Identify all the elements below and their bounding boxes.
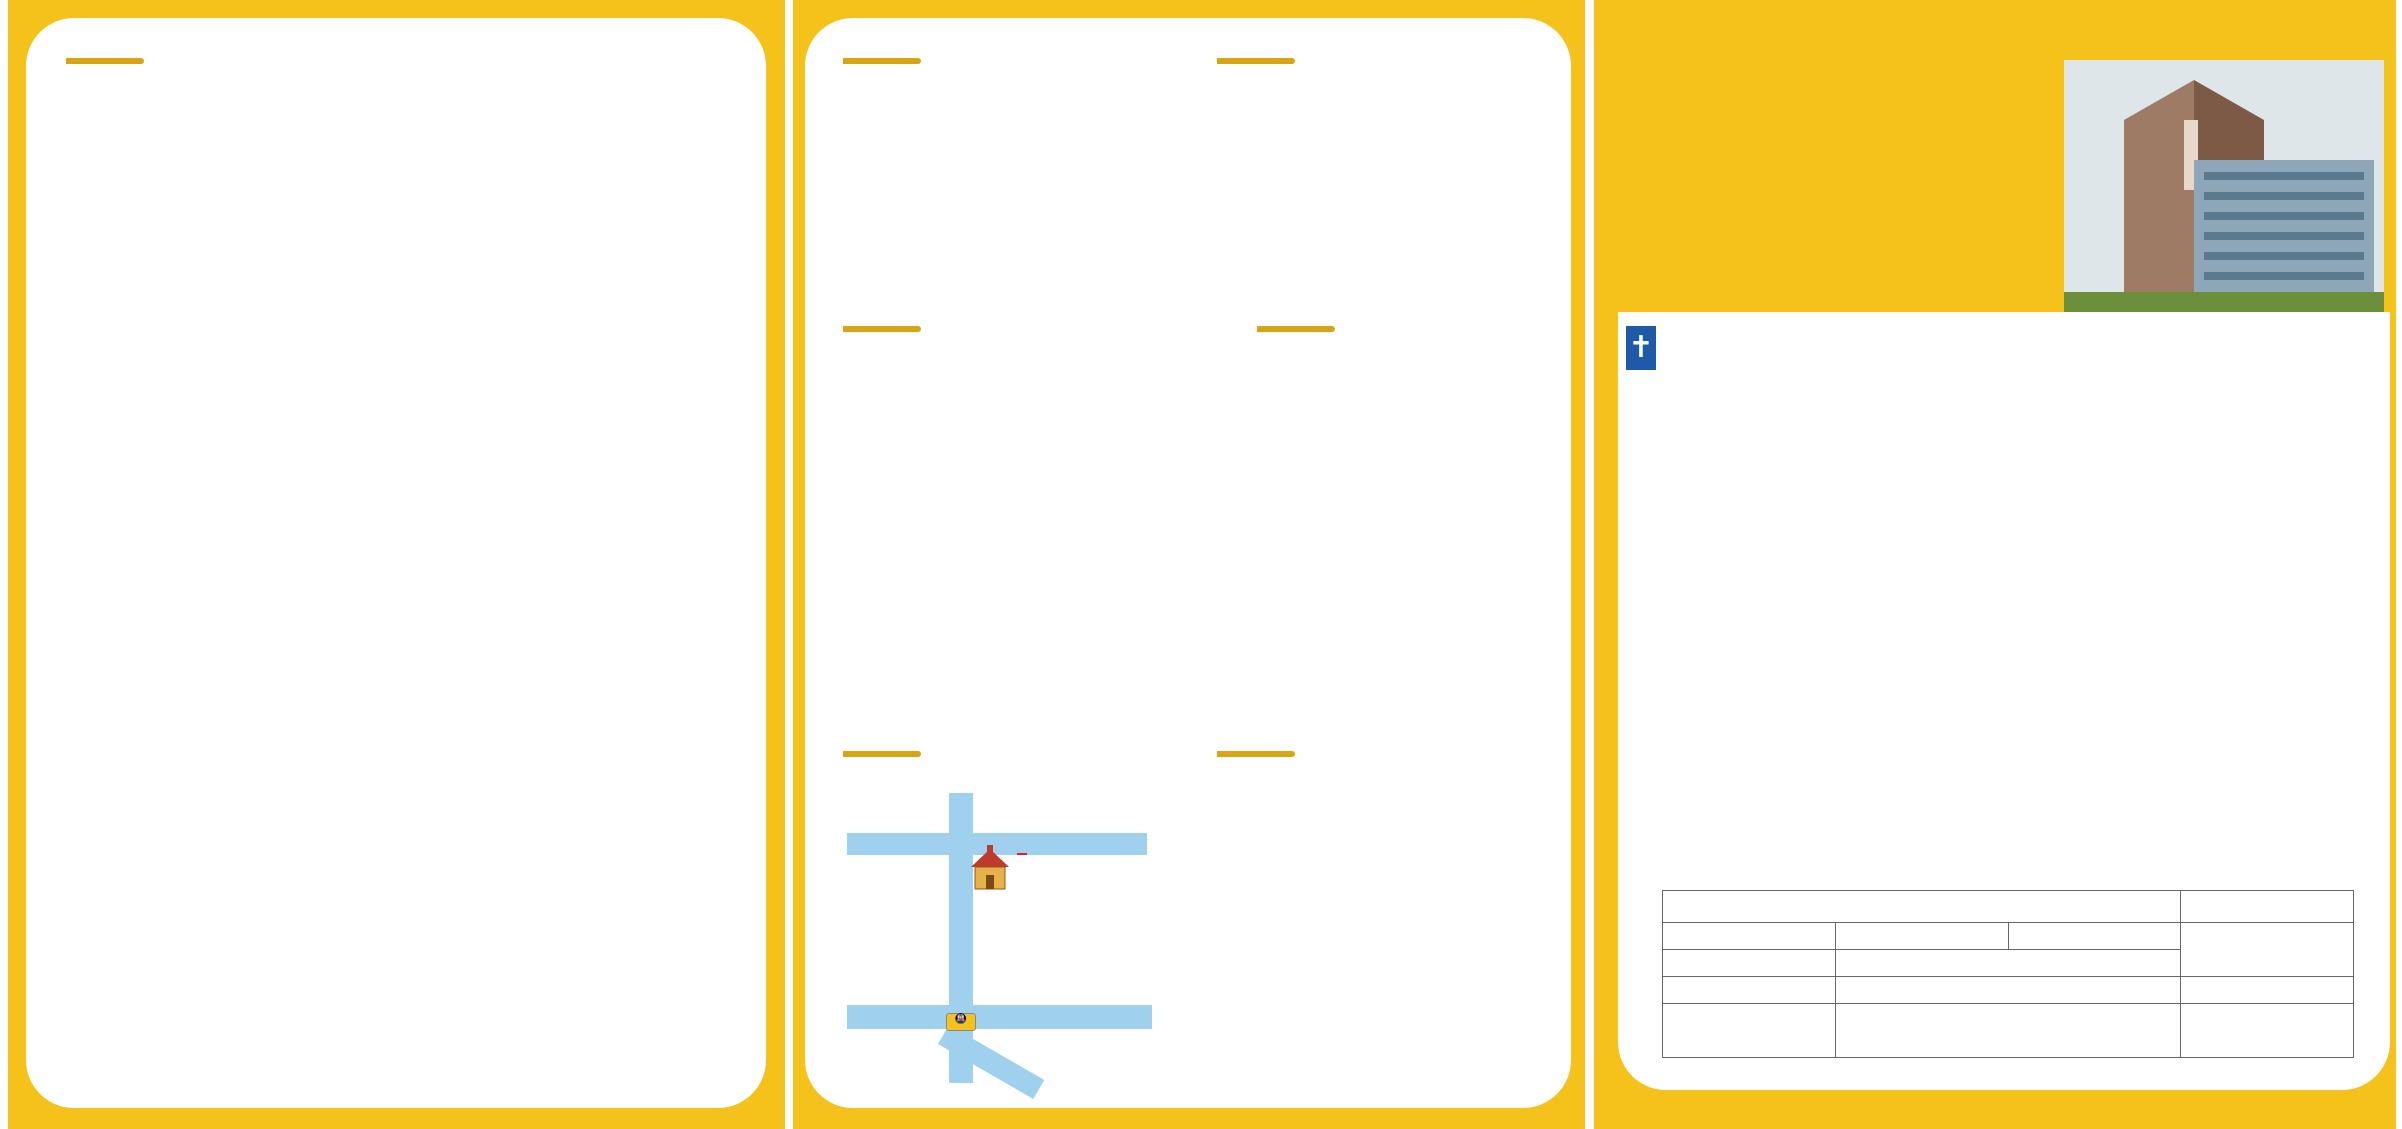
section-title-news — [66, 58, 144, 64]
wed-sermon — [1835, 1004, 2181, 1058]
church-building-icon — [965, 845, 1015, 893]
weekday-service-table — [1662, 890, 2354, 1058]
section-title-staff — [1257, 326, 1335, 332]
worship-card — [1618, 380, 2390, 1090]
section-title-elective — [1217, 58, 1295, 64]
wed-prayer-label — [1835, 923, 2008, 950]
church-info-bar — [1618, 312, 2390, 380]
wed-scripture — [1835, 950, 2181, 977]
friday-leader — [2181, 1004, 2354, 1058]
friday-service-head — [2181, 977, 2354, 1004]
section-title-intro — [1217, 751, 1295, 757]
map-church-label — [1017, 853, 1027, 855]
dawn-service-head — [2181, 891, 2354, 923]
wed-praise-label — [1663, 977, 1836, 1004]
panel-programs — [793, 0, 1585, 1129]
section-title-training — [843, 58, 921, 64]
wed-scripture-label — [1663, 950, 1836, 977]
directions-map — [847, 793, 1167, 1083]
wed-sermon-label — [1663, 1004, 1836, 1058]
dawn-topic — [2181, 923, 2354, 977]
wed-prayer-leader — [2008, 923, 2181, 950]
wed-praise — [1835, 977, 2181, 1004]
wednesday-service-head — [1663, 891, 2181, 923]
section-title-directions — [843, 751, 921, 757]
news-card — [26, 18, 766, 1108]
map-road-bottom — [847, 1005, 1152, 1029]
section-title-meetings — [843, 326, 921, 332]
programs-card — [805, 18, 1571, 1108]
wed-reading — [1663, 923, 1836, 950]
church-building-photo — [2064, 60, 2384, 312]
subway-station-icon: 🚇 — [946, 1013, 976, 1031]
panel-church-news — [8, 0, 785, 1129]
cross-logo-icon: ✝ — [1626, 326, 1656, 370]
panel-worship — [1594, 0, 2396, 1129]
